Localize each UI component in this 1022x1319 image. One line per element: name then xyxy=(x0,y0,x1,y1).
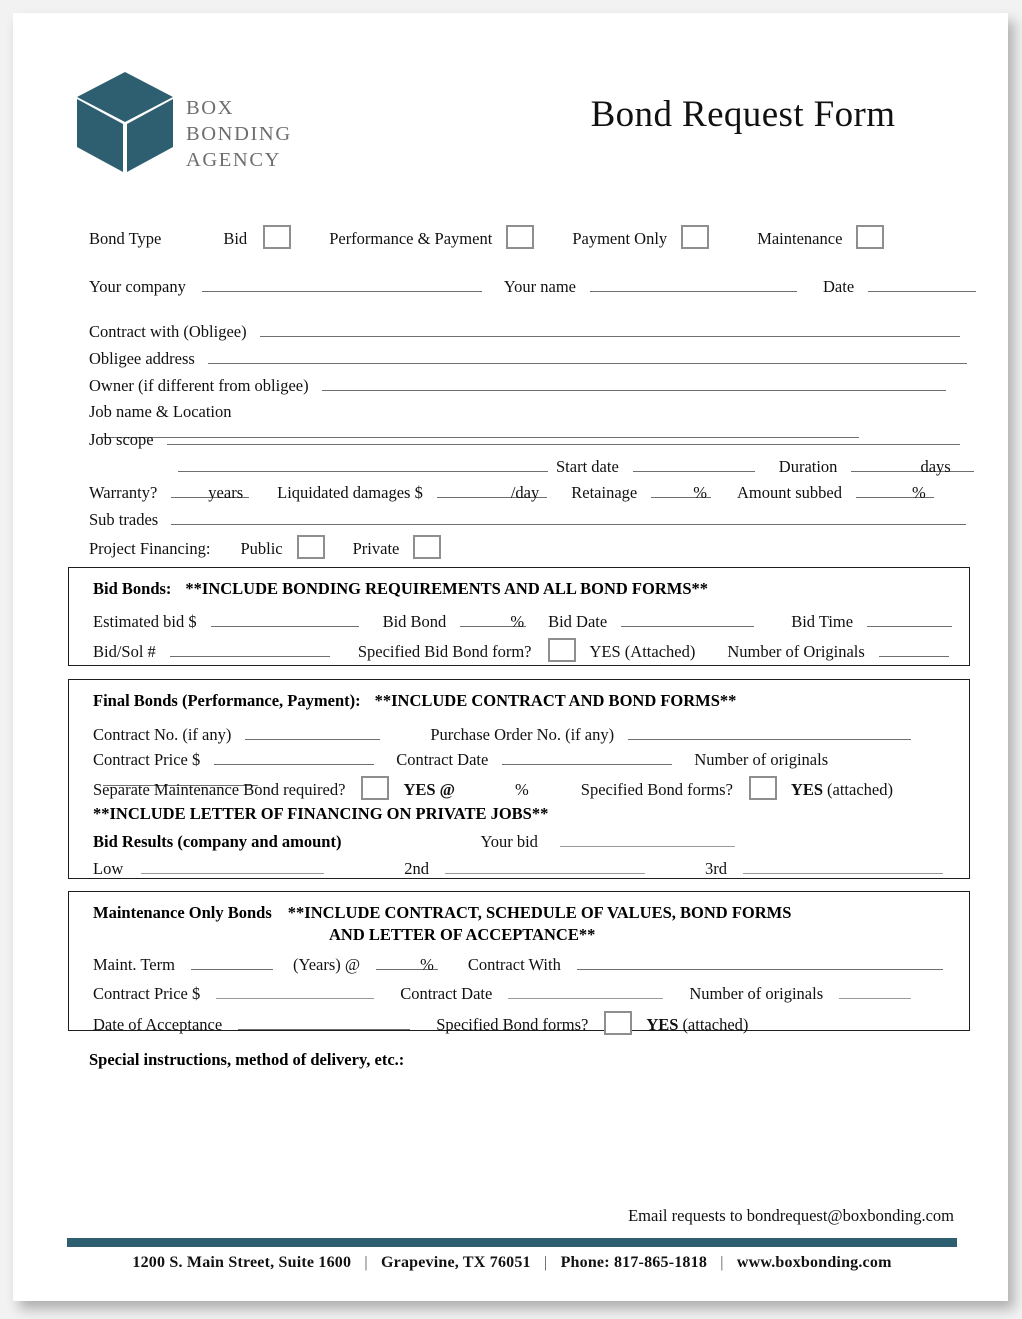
final-originals-label: Number of originals xyxy=(694,750,829,769)
final-bonds-title-note: **INCLUDE CONTRACT AND BOND FORMS** xyxy=(374,691,737,710)
second-bid-input[interactable] xyxy=(445,858,645,874)
maint-specified-forms-attached-label: (attached) xyxy=(682,1015,749,1034)
date-label: Date xyxy=(823,277,855,296)
final-bonds-heading xyxy=(93,691,736,711)
maint-specified-forms-yes-label: YES xyxy=(646,1015,679,1034)
name-label: Your name xyxy=(503,277,576,296)
footer-city: Grapevine, TX 76051 xyxy=(381,1254,531,1271)
bond-type-option-payment-only-label: Payment Only xyxy=(572,229,668,248)
owner-row xyxy=(89,375,975,396)
maint-specified-forms-checkbox[interactable] xyxy=(604,1011,632,1035)
company-input[interactable] xyxy=(202,276,482,292)
separate-maintenance-yes-label: YES @ xyxy=(403,780,456,799)
contract-no-label: Contract No. (if any) xyxy=(93,725,232,744)
maint-contract-with-label: Contract With xyxy=(467,955,561,974)
maint-contract-price-label: Contract Price $ xyxy=(93,984,201,1003)
footer-separator-2: | xyxy=(543,1254,548,1271)
bond-type-checkbox-payment-only[interactable] xyxy=(681,225,709,249)
obligee-address-input[interactable] xyxy=(208,348,967,364)
duration-label: Duration xyxy=(778,457,838,476)
warranty-years-label: years xyxy=(208,483,244,502)
bid-date-input[interactable] xyxy=(621,611,754,627)
owner-label: Owner (if different from obligee) xyxy=(89,376,309,395)
brand-line-2: BONDING xyxy=(186,123,292,145)
estimated-bid-label: Estimated bid $ xyxy=(93,612,197,631)
estimated-bid-input[interactable] xyxy=(211,611,359,627)
final-specified-forms-yes-label: YES xyxy=(790,780,824,799)
bond-type-option-performance-payment-label: Performance & Payment xyxy=(329,229,493,248)
acceptance-date-input[interactable] xyxy=(238,1014,410,1030)
maint-originals-input[interactable] xyxy=(839,983,911,999)
bid-originals-label: Number of Originals xyxy=(727,642,865,661)
job-name-label: Job name & Location xyxy=(89,402,232,421)
final-specified-forms-label: Specified Bond forms? xyxy=(580,780,733,799)
your-bid-label: Your bid xyxy=(480,832,538,851)
bid-bond-percent-label: % xyxy=(510,612,525,631)
days-label: days xyxy=(920,457,951,476)
retainage-label: Retainage xyxy=(571,483,638,502)
job-scope-input[interactable] xyxy=(167,429,960,445)
maintenance-row-1 xyxy=(93,954,943,975)
liquidated-damages-label: Liquidated damages $ xyxy=(277,483,423,502)
financing-public-label: Public xyxy=(240,539,283,558)
maint-years-percent-label: % xyxy=(420,955,434,974)
cube-icon xyxy=(75,70,175,174)
final-contract-price-input[interactable] xyxy=(214,749,374,765)
bid-results-label: Bid Results (company and amount) xyxy=(93,832,342,851)
bid-sol-input[interactable] xyxy=(170,641,330,657)
final-specified-forms-attached-label: (attached) xyxy=(827,780,893,799)
bond-type-row xyxy=(89,225,884,249)
maint-contract-with-input[interactable] xyxy=(577,954,943,970)
name-input[interactable] xyxy=(590,276,797,292)
warranty-row xyxy=(89,482,930,503)
amount-subbed-percent-label: % xyxy=(911,483,926,502)
low-bid-label: Low xyxy=(93,859,124,878)
project-financing-label: Project Financing: xyxy=(89,539,211,558)
sub-trades-row xyxy=(89,509,966,530)
financing-checkbox-private[interactable] xyxy=(413,535,441,559)
special-instructions-row xyxy=(89,1050,404,1070)
brand-wordmark xyxy=(186,95,292,173)
footer-contact-bar xyxy=(67,1254,957,1272)
final-contract-price-label: Contract Price $ xyxy=(93,750,201,769)
job-scope-label: Job scope xyxy=(89,430,154,449)
maintenance-row-2 xyxy=(93,983,911,1004)
identity-row xyxy=(89,276,976,297)
brand-line-1: BOX xyxy=(186,97,235,119)
duration-input[interactable] xyxy=(851,456,974,472)
final-contract-date-label: Contract Date xyxy=(396,750,489,769)
final-bonds-row-1 xyxy=(93,724,911,745)
obligee-address-label: Obligee address xyxy=(89,349,195,368)
financing-note: **INCLUDE LETTER OF FINANCING ON PRIVATE JOBS** xyxy=(93,804,549,823)
third-bid-input[interactable] xyxy=(743,858,943,874)
low-bid-input[interactable] xyxy=(141,858,324,874)
bond-type-option-maintenance-label: Maintenance xyxy=(757,229,843,248)
job-scope-second-line[interactable] xyxy=(178,456,548,477)
bond-type-label: Bond Type xyxy=(89,229,162,248)
maintenance-bonds-heading xyxy=(93,903,791,923)
bid-sol-label: Bid/Sol # xyxy=(93,642,156,661)
maintenance-bonds-title: Maintenance Only Bonds xyxy=(93,903,272,922)
maint-years-label: (Years) @ xyxy=(292,955,361,974)
maint-term-input[interactable] xyxy=(191,954,273,970)
maintenance-row-3 xyxy=(93,1011,748,1035)
second-bid-label: 2nd xyxy=(404,859,429,878)
separate-maintenance-percent-label: % xyxy=(515,780,529,799)
final-bonds-section xyxy=(68,679,970,879)
special-instructions-label: Special instructions, method of delivery, etc.: xyxy=(89,1050,405,1069)
your-bid-input[interactable] xyxy=(560,831,735,847)
purchase-order-no-label: Purchase Order No. (if any) xyxy=(430,725,615,744)
bid-bonds-section xyxy=(68,567,970,666)
bid-time-input[interactable] xyxy=(867,611,952,627)
maintenance-bonds-note-line-2: AND LETTER OF ACCEPTANCE** xyxy=(329,925,596,944)
bid-date-label: Bid Date xyxy=(548,612,608,631)
bid-bond-label: Bid Bond xyxy=(382,612,447,631)
maint-term-label: Maint. Term xyxy=(93,955,175,974)
financing-checkbox-public[interactable] xyxy=(297,535,325,559)
specified-bid-bond-yes-label: YES (Attached) xyxy=(589,642,696,661)
start-date-label: Start date xyxy=(556,457,619,476)
bid-bonds-title: Bid Bonds: xyxy=(93,579,172,598)
special-instructions-input[interactable] xyxy=(89,1075,959,1190)
warranty-label: Warranty? xyxy=(89,483,158,502)
sub-trades-input[interactable] xyxy=(171,509,966,525)
page-title: Bond Request Form xyxy=(590,94,896,135)
separate-maintenance-checkbox[interactable] xyxy=(361,776,389,800)
financing-private-label: Private xyxy=(352,539,400,558)
document-header xyxy=(13,13,1008,171)
sub-trades-label: Sub trades xyxy=(89,510,159,529)
footer-separator-3: | xyxy=(720,1254,724,1271)
obligee-address-row xyxy=(89,348,975,369)
maint-contract-date-input[interactable] xyxy=(508,983,663,999)
bond-type-checkbox-bid[interactable] xyxy=(263,225,291,249)
bid-bonds-title-note: **INCLUDE BONDING REQUIREMENTS AND ALL BOND FORMS** xyxy=(185,579,708,598)
per-day-label: /day xyxy=(510,483,540,502)
final-bonds-row-3 xyxy=(93,776,893,800)
project-financing-row xyxy=(89,535,441,559)
document-page xyxy=(13,13,1008,1301)
schedule-top-row xyxy=(556,456,955,477)
bid-time-label: Bid Time xyxy=(791,612,854,631)
maintenance-bonds-note-line-1: **INCLUDE CONTRACT, SCHEDULE OF VALUES, BOND FORMS xyxy=(287,903,792,922)
bid-results-row xyxy=(93,831,735,852)
bid-bonds-row-1 xyxy=(93,611,952,632)
amount-subbed-label: Amount subbed xyxy=(736,483,842,502)
bond-type-checkbox-maintenance[interactable] xyxy=(856,225,884,249)
retainage-percent-label: % xyxy=(693,483,707,502)
start-date-input[interactable] xyxy=(633,456,755,472)
contract-obligee-row xyxy=(89,321,975,342)
separate-maintenance-label: Separate Maintenance Bond required? xyxy=(93,780,346,799)
bid-results-ranks-row xyxy=(93,858,943,879)
footer-address: 1200 S. Main Street, Suite 1600 xyxy=(132,1254,352,1271)
email-request-line: Email requests to bondrequest@boxbonding.com xyxy=(628,1206,954,1225)
footer-divider-bar xyxy=(67,1238,957,1247)
maint-contract-date-label: Contract Date xyxy=(400,984,493,1003)
bid-bonds-heading xyxy=(93,579,708,599)
obligee-label: Contract with (Obligee) xyxy=(89,322,247,341)
maint-originals-label: Number of originals xyxy=(689,984,824,1003)
owner-input[interactable] xyxy=(322,375,946,391)
bid-bonds-row-2 xyxy=(93,638,949,662)
obligee-input[interactable] xyxy=(260,321,960,337)
bid-originals-input[interactable] xyxy=(879,641,949,657)
final-contract-date-input[interactable] xyxy=(502,749,672,765)
specified-bid-bond-form-label: Specified Bid Bond form? xyxy=(357,642,532,661)
maintenance-bonds-section xyxy=(68,891,970,1034)
job-scope-row xyxy=(89,429,975,450)
maint-contract-price-input[interactable] xyxy=(216,983,374,999)
final-specified-forms-checkbox[interactable] xyxy=(749,776,777,800)
final-bonds-title: Final Bonds (Performance, Payment): xyxy=(93,691,361,710)
footer-website: www.boxbonding.com xyxy=(736,1254,892,1271)
date-input[interactable] xyxy=(868,276,976,292)
bond-type-option-bid-label: Bid xyxy=(223,229,248,248)
acceptance-date-label: Date of Acceptance xyxy=(93,1015,223,1034)
third-bid-label: 3rd xyxy=(705,859,727,878)
company-label: Your company xyxy=(89,277,186,296)
bond-type-checkbox-performance-payment[interactable] xyxy=(506,225,534,249)
footer-phone: Phone: 817-865-1818 xyxy=(560,1254,708,1271)
footer-separator-1: | xyxy=(364,1254,368,1271)
maint-specified-forms-label: Specified Bond forms? xyxy=(436,1015,589,1034)
contract-no-input[interactable] xyxy=(245,724,380,740)
purchase-order-no-input[interactable] xyxy=(628,724,911,740)
brand-line-3: AGENCY xyxy=(186,149,282,171)
specified-bid-bond-form-checkbox[interactable] xyxy=(548,638,576,662)
